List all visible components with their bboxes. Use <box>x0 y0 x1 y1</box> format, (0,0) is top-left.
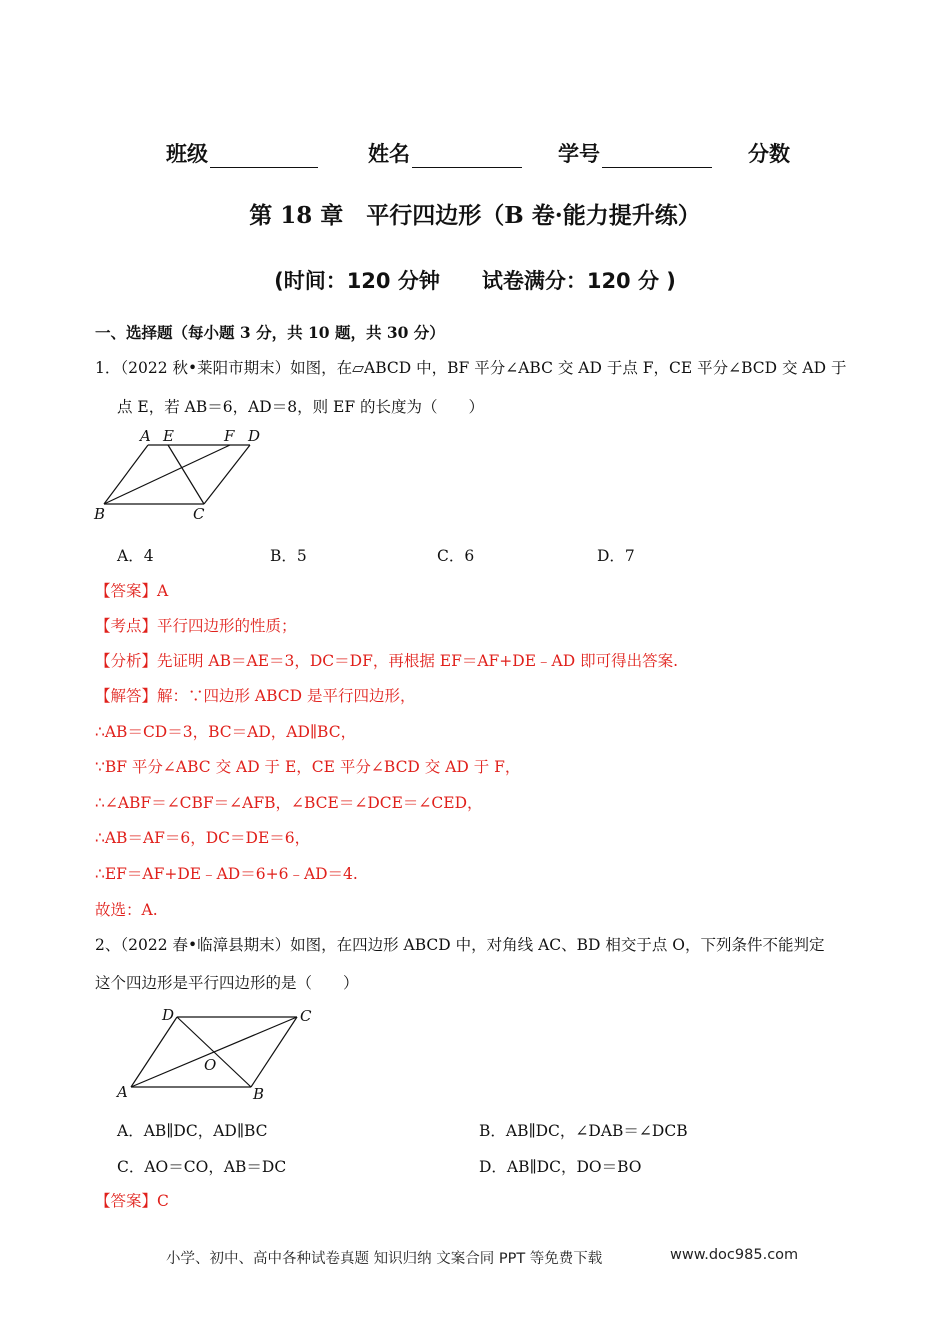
q1-jieda: 【解答】解：∵四边形 ABCD 是平行四边形， <box>95 687 416 705</box>
q1-step-4: ∴AB＝AF＝6，DC＝DE＝6， <box>95 829 311 847</box>
q2-option-d[interactable]: D．AB∥DC，DO＝BO <box>479 1158 642 1176</box>
q1-choose: 故选：A. <box>95 901 158 919</box>
q1-label-d: D <box>248 427 261 445</box>
q2-label-a: A <box>117 1083 128 1101</box>
q2-label-o: O <box>204 1056 217 1074</box>
q2-edge-bc <box>251 1017 297 1087</box>
q2-stem-line1: 2、（2022 春•临漳县期末）如图，在四边形 ABCD 中，对角线 AC、BD 相交于点 O，下列条件不能判定 <box>95 936 825 954</box>
section-heading: 一、选择题（每小题 3 分，共 10 题，共 30 分） <box>95 323 445 342</box>
q1-segment-ce <box>168 445 204 504</box>
score-label: 分数 <box>748 142 790 166</box>
q1-answer: 【答案】A <box>95 582 169 600</box>
q1-stem-line2: 点 E，若 AB＝6，AD＝8，则 EF 的长度为（ ） <box>117 398 485 416</box>
q1-edge-ab <box>104 445 148 504</box>
q1-option-b[interactable]: B．5 <box>270 547 307 565</box>
q2-stem-line2: 这个四边形是平行四边形的是（ ） <box>95 974 359 992</box>
name-field <box>368 138 522 168</box>
class-field <box>166 138 318 168</box>
q2-label-c: C <box>300 1007 312 1025</box>
name-blank[interactable] <box>412 145 522 168</box>
q2-edge-da <box>131 1017 177 1087</box>
footer-text: 小学、初中、高中各种试卷真题 知识归纳 文案合同 PPT 等免费下载 <box>166 1251 603 1267</box>
class-label: 班级 <box>166 142 208 166</box>
q1-label-b: B <box>94 505 106 523</box>
q2-label-d: D <box>162 1006 175 1024</box>
q1-label-c: C <box>193 505 205 523</box>
page-title: 第 18 章 平行四边形（B 卷·能力提升练） <box>249 202 701 229</box>
student-id-label: 学号 <box>558 142 600 166</box>
class-blank[interactable] <box>210 145 318 168</box>
q1-option-d[interactable]: D．7 <box>597 547 635 565</box>
q1-label-a: A <box>140 427 151 445</box>
q1-step-3: ∴∠ABF＝∠CBF＝∠AFB，∠BCE＝∠DCE＝∠CED， <box>95 794 483 812</box>
q1-option-c[interactable]: C．6 <box>437 547 475 565</box>
q1-stem-line1: 1．（2022 秋•莱阳市期末）如图，在▱ABCD 中，BF 平分∠ABC 交 AD 于点 F，CE 平分∠BCD 交 AD 于 <box>95 359 847 377</box>
q2-label-b: B <box>253 1085 265 1103</box>
name-label: 姓名 <box>368 142 410 166</box>
q2-answer: 【答案】C <box>95 1192 169 1210</box>
student-id-field <box>558 138 712 168</box>
footer-url[interactable]: www.doc985.com <box>670 1247 799 1263</box>
q1-option-a[interactable]: A．4 <box>117 547 154 565</box>
q1-step-2: ∵BF 平分∠ABC 交 AD 于 E，CE 平分∠BCD 交 AD 于 F， <box>95 758 521 776</box>
q1-kaodian: 【考点】平行四边形的性质； <box>95 617 297 635</box>
q2-option-a[interactable]: A．AB∥DC，AD∥BC <box>117 1122 268 1140</box>
q2-quadrilateral-figure <box>112 1003 322 1103</box>
q2-diagonal-bd <box>177 1017 251 1087</box>
student-id-blank[interactable] <box>602 145 712 168</box>
q1-step-5: ∴EF＝AF+DE﹣AD＝6+6﹣AD＝4. <box>95 865 358 883</box>
q2-option-c[interactable]: C．AO＝CO，AB＝DC <box>117 1158 287 1176</box>
q1-parallelogram-figure <box>90 424 280 524</box>
q1-step-1: ∴AB＝CD＝3，BC＝AD，AD∥BC， <box>95 723 357 741</box>
q2-option-b[interactable]: B．AB∥DC，∠DAB＝∠DCB <box>479 1122 688 1140</box>
q1-label-f: F <box>224 427 235 445</box>
page-subtitle: (时间：120 分钟 试卷满分：120 分 ) <box>274 269 676 293</box>
q1-fenxi: 【分析】先证明 AB＝AE＝3，DC＝DF，再根据 EF＝AF+DE﹣AD 即可得出答案. <box>95 652 678 670</box>
q1-label-e: E <box>163 427 174 445</box>
